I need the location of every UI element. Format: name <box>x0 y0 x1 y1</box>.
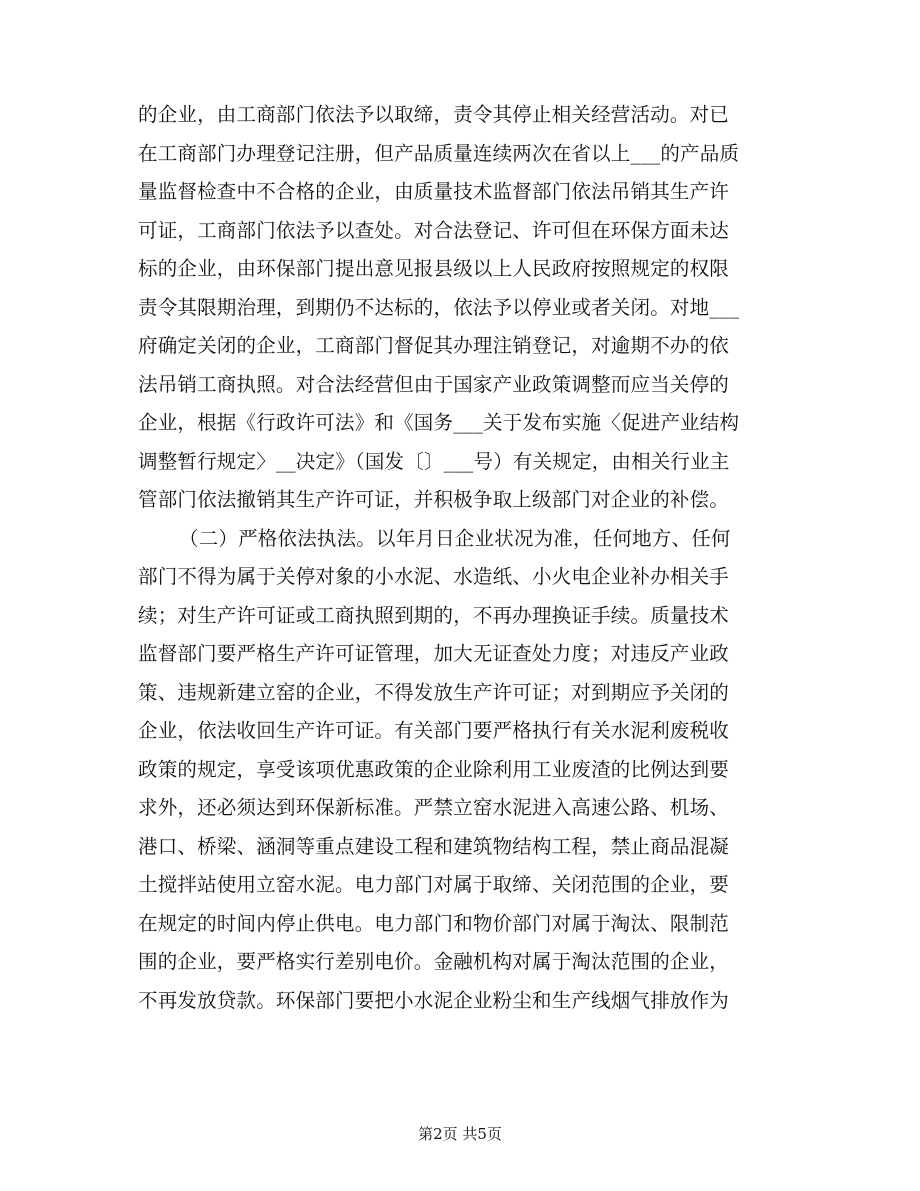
text-line: 策、违规新建立窑的企业，不得发放生产许可证；对到期应予关闭的 <box>138 680 730 704</box>
text-line: 责令其限期治理，到期仍不达标的，依法予以停业或者关闭。对地___ <box>138 295 740 319</box>
text-line: 求外，还必须达到环保新标准。严禁立窑水泥进入高速公路、机场、 <box>138 796 730 819</box>
text-line: 续；对生产许可证或工商执照到期的，不再办理换证手续。质量技术 <box>138 603 730 627</box>
text-line: 企业，根据《行政许可法》和《国务___关于发布实施〈促进产业结构 <box>138 411 740 434</box>
text-line: 管部门依法撤销其生产许可证，并积极争取上级部门对企业的补偿。 <box>138 488 730 511</box>
paragraph-start-line: （二）严格依法执法。以年月日企业状况为准，任何地方、任何 <box>179 526 731 550</box>
text-line: 法吊销工商执照。对合法经营但由于国家产业政策调整而应当关停的 <box>138 372 730 396</box>
text-line: 调整暂行规定〉__决定》（国发〔〕___号）有关规定，由相关行业主 <box>138 449 730 473</box>
text-line: 部门不得为属于关停对象的小水泥、水造纸、小火电企业补办相关手 <box>138 565 730 588</box>
text-line: 量监督检查中不合格的企业，由质量技术监督部门依法吊销其生产许 <box>138 180 730 203</box>
text-line: 监督部门要严格生产许可证管理，加大无证查处力度；对违反产业政 <box>138 642 730 665</box>
text-line: 港口、桥梁、涵洞等重点建设工程和建筑物结构工程，禁止商品混凝 <box>138 834 730 858</box>
text-line: 在规定的时间内停止供电。电力部门和物价部门对属于淘汰、限制范 <box>138 911 730 935</box>
text-line: 不再发放贷款。环保部门要把小水泥企业粉尘和生产线烟气排放作为 <box>138 988 730 1012</box>
text-line: 在工商部门办理登记注册，但产品质量连续两次在省以上___的产品质 <box>138 141 740 165</box>
page-number-footer: 第2页 共5页 <box>418 1125 502 1143</box>
document-body <box>138 96 778 1020</box>
text-line: 政策的规定，享受该项优惠政策的企业除利用工业废渣的比例达到要 <box>138 757 730 781</box>
text-line: 府确定关闭的企业，工商部门督促其办理注销登记，对逾期不办的依 <box>138 334 730 357</box>
text-line: 标的企业，由环保部门提出意见报县级以上人民政府按照规定的权限 <box>138 257 730 280</box>
text-line: 企业，依法收回生产许可证。有关部门要严格执行有关水泥利废税收 <box>138 719 730 742</box>
text-line: 的企业，由工商部门依法予以取缔，责令其停止相关经营活动。对已 <box>138 103 730 126</box>
text-line: 土搅拌站使用立窑水泥。电力部门对属于取缔、关闭范围的企业，要 <box>138 873 730 896</box>
text-line: 可证，工商部门依法予以查处。对合法登记、许可但在环保方面未达 <box>138 218 730 242</box>
text-line: 围的企业，要严格实行差别电价。金融机构对属于淘汰范围的企业， <box>138 950 730 973</box>
